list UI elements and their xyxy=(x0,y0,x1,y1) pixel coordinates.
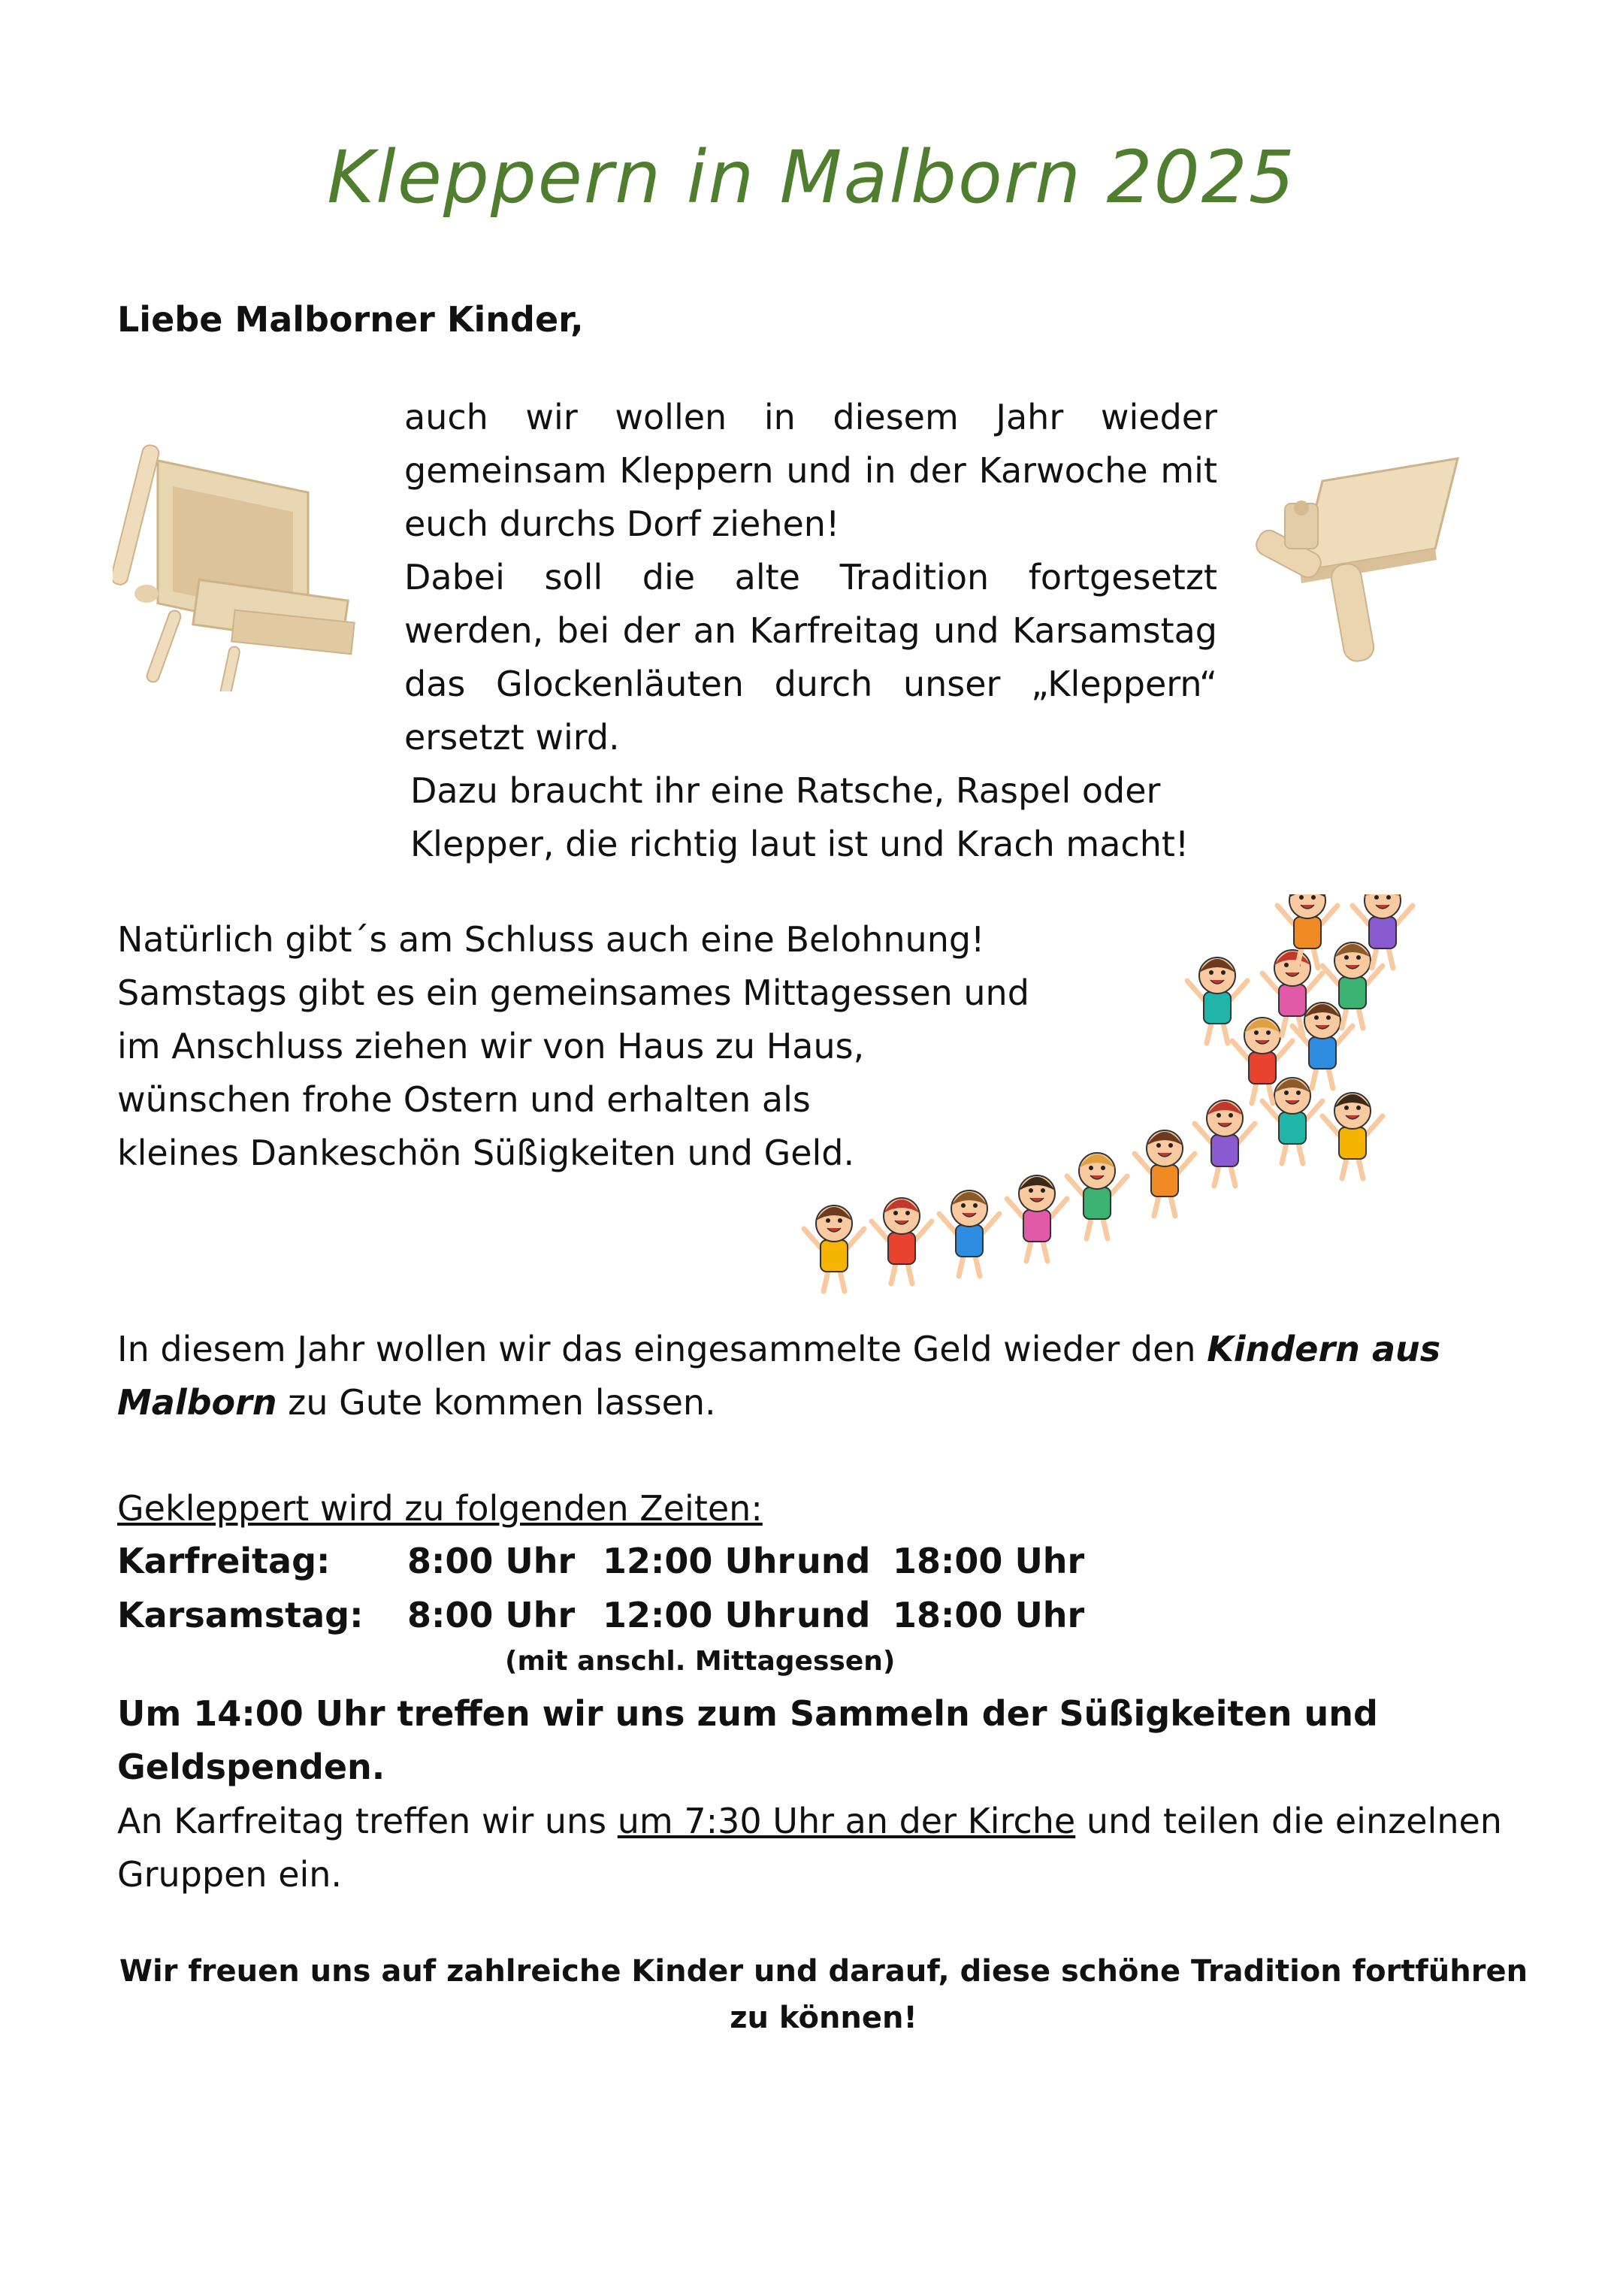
child-figure xyxy=(1322,1093,1383,1178)
church-before: An Karfreitag treffen wir uns xyxy=(117,1801,618,1841)
money-text-after: zu Gute kommen lassen. xyxy=(277,1382,716,1423)
page-title: Kleppern in Malborn 2025 xyxy=(327,135,1296,219)
schedule-day: Karfreitag: xyxy=(117,1541,331,1581)
child-figure xyxy=(1007,1175,1067,1261)
church-underlined: um 7:30 Uhr an der Kirche xyxy=(617,1801,1076,1841)
child-figure xyxy=(1135,1130,1195,1216)
intro-paragraph-2: Dabei soll die alte Tradition fortgesetzt werden, bei der an Karfreitag und Karsamstag das Glockenläuten durch unser „Kleppern“ ersetzt wird. xyxy=(404,557,1217,758)
church-after: und teilen die einzelnen Gruppen ein. xyxy=(117,1801,1502,1895)
schedule-time-2: 12:00 Uhr xyxy=(603,1595,795,1635)
intro-text xyxy=(404,391,1217,871)
money-text xyxy=(117,1323,1530,1429)
intro-paragraph-1: auch wir wollen in diesem Jahr wieder gemeinsam Kleppern und in der Karwoche mit euch durchs Dorf ziehen! xyxy=(404,397,1217,544)
money-emphasis: Kindern aus Malborn xyxy=(117,1329,1441,1423)
money-text-before: In diesem Jahr wollen wir das eingesammelte Geld wieder den xyxy=(117,1329,1207,1369)
reward-line: Natürlich gibt´s am Schluss auch eine Belohnung! xyxy=(117,919,985,960)
schedule-time-1: 8:00 Uhr xyxy=(407,1595,576,1635)
schedule-und: und xyxy=(796,1595,871,1635)
meeting-text: Um 14:00 Uhr treffen wir uns zum Sammeln der Süßigkeiten und Geldspenden. xyxy=(117,1693,1378,1787)
child-figure xyxy=(872,1198,932,1284)
schedule-time-1: 8:00 Uhr xyxy=(407,1541,576,1581)
child-figure xyxy=(1187,957,1247,1043)
reward-line: Samstags gibt es ein gemeinsames Mittagessen und xyxy=(117,973,1029,1013)
children-illustration xyxy=(781,894,1443,1315)
schedule-heading: Gekleppert wird zu folgenden Zeiten: xyxy=(117,1488,763,1529)
intro-paragraph-3-line-1: Dazu braucht ihr eine Ratsche, Raspel oder xyxy=(410,770,1161,811)
closing-text: Wir freuen uns auf zahlreiche Kinder und darauf, diese schöne Tradition fortführen zu können! xyxy=(119,1954,1528,2035)
ratchet-image xyxy=(113,421,383,691)
church-text xyxy=(117,1795,1530,1901)
schedule-day: Karsamstag: xyxy=(117,1595,364,1635)
klepper-image xyxy=(1240,451,1465,676)
schedule-time-3: 18:00 Uhr xyxy=(893,1595,1085,1635)
child-figure xyxy=(1195,1100,1255,1186)
greeting: Liebe Malborner Kinder, xyxy=(117,299,584,340)
schedule-time-2: 12:00 Uhr xyxy=(603,1541,795,1581)
intro-paragraph-3-line-2: Klepper, die richtig laut ist und Krach macht! xyxy=(410,824,1189,864)
reward-line: im Anschluss ziehen wir von Haus zu Haus, xyxy=(117,1026,865,1066)
schedule-time-3: 18:00 Uhr xyxy=(893,1541,1085,1581)
child-figure xyxy=(939,1190,999,1276)
schedule-note: (mit anschl. Mittagessen) xyxy=(505,1646,896,1677)
reward-line: kleines Dankeschön Süßigkeiten und Geld. xyxy=(117,1133,855,1173)
reward-line: wünschen frohe Ostern und erhalten als xyxy=(117,1079,811,1120)
child-figure xyxy=(804,1205,864,1291)
child-figure xyxy=(1067,1153,1127,1239)
schedule-und: und xyxy=(796,1541,871,1581)
